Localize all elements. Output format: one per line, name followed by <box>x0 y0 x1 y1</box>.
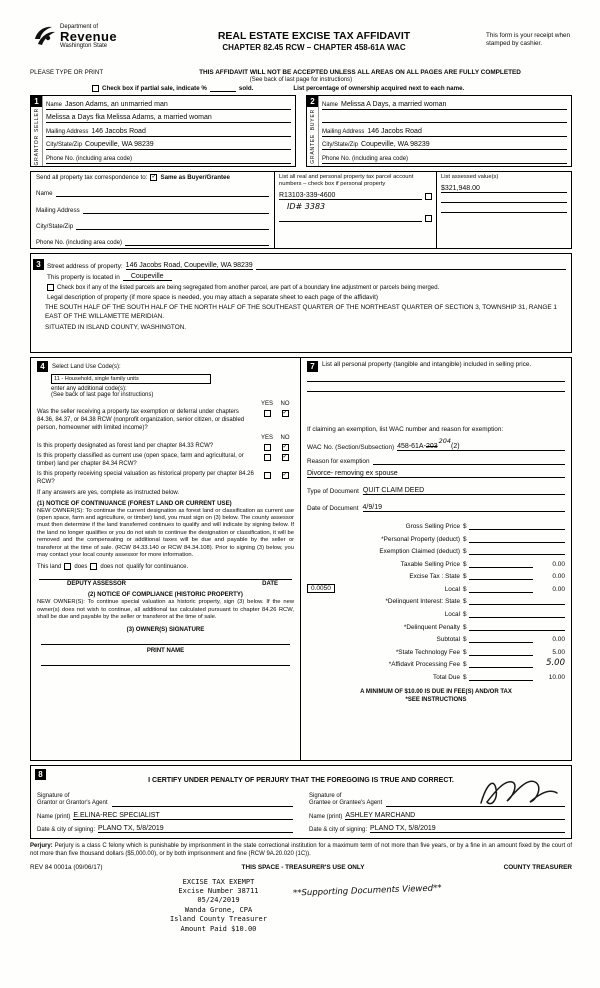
deferral-yes-checkbox[interactable] <box>264 410 271 417</box>
continuance-row: This land does does not qualify for continuance. <box>37 563 189 570</box>
see-back-note: (See back of last page for instructions) <box>249 77 353 83</box>
fee-row: *Delinquent Penalty $ <box>307 622 565 631</box>
grantee-signature-block: Signature of Grantee or Grantee's Agent Name (print) ASHLEY MARCHAND Date & city of signing: PLANO TX, 5/8/2019 <box>309 791 565 833</box>
parcel-id-handwritten: ID# 3383 <box>287 202 326 212</box>
located-in-label: This property is located in <box>47 274 120 281</box>
assessed-header: List assessed value(s) <box>441 174 499 180</box>
see-instructions: *SEE INSTRUCTIONS <box>405 697 467 704</box>
treasurer-space-label: THIS SPACE - TREASURER'S USE ONLY <box>241 863 365 871</box>
owners-signature-line[interactable] <box>41 633 290 645</box>
personal-property-checkbox-1[interactable] <box>425 193 432 200</box>
dept-prefix: Department of <box>60 24 99 30</box>
fee-row: Subtotal $ 0.00 <box>436 636 565 644</box>
partial-sale-checkbox[interactable] <box>92 85 99 92</box>
seller-mailing-field: Mailing Address 146 Jacobs Road <box>46 123 291 137</box>
section-7-badge: 7 <box>307 361 318 372</box>
land-use-see-back: (See back of last page for instructions) <box>51 392 154 398</box>
total-due-value: 10.00 <box>548 674 565 682</box>
fee-table <box>307 517 565 681</box>
located-in-value: Coupeville <box>123 273 172 281</box>
property-section <box>30 253 572 353</box>
seller-section <box>30 95 296 167</box>
parcel-row-2 <box>279 215 432 222</box>
parcel-number: R13103-339-4600 <box>279 192 422 200</box>
notice2-text: NEW OWNER(S): To continue special valuation as historic property, sign (3) below. If the new owner(s) does not wish to continue, all additional tax calculated pursuant to chapter 84.26 RCW, shall be due and payable by the seller or transferor at the time of sale. <box>37 599 294 621</box>
grantor-signature-block: Signature of Grantor or Grantor's Agent Name (print) E.ELINA-REC SPECIALIST Date & city of signing: PLANO TX, 5/8/2019 <box>37 791 293 833</box>
current-use-no-checkbox[interactable] <box>282 454 289 461</box>
land-use-code-select[interactable]: 11 - Household, single family units <box>51 374 211 384</box>
partial-sale-row <box>30 85 572 92</box>
situated-text: SITUATED IN ISLAND COUNTY, WASHINGTON. <box>45 324 187 332</box>
grantee-date-city: PLANO TX, 5/8/2019 <box>370 825 565 833</box>
minimum-note: A MINIMUM OF $10.00 IS DUE IN FEE(S) AND/OR TAX <box>360 689 512 696</box>
same-as-buyer-checkbox[interactable] <box>150 174 157 181</box>
seller-phone-field: Phone No. (including area code) <box>46 150 291 164</box>
fee-row-total: Total Due $ 10.00 <box>433 674 565 682</box>
dor-logo <box>32 24 117 49</box>
type-or-print-label: PLEASE TYPE OR PRINT <box>30 69 104 76</box>
county-treasurer-label: COUNTY TREASURER <box>503 863 572 871</box>
land-use-section: 4 Select Land Use Code(s): 11 - Household, single family units enter any additional code(s): (See back of last page for instructions) YES NO Was the seller receiving a property tax exemption or deferral under chapters 84.36, 84.37, or 84.38 RCW (nonprofit organization, senior citizen, or disabled person, homeowner with limited income)? ✓ YES NO Is this property designated as forest land per chapter 84.33 RCW? ✓ Is this property classified as current use (open space, farm and agricultural, or timber) land per chapter 84.34 RCW? ✓ Is this property receiving special valuation as historical property per chapter 84.26 RCW? ✓ If any answers are yes, complete as instructed below. (1) NOTICE OF CONTINUANCE (FOREST LAND OR CURRENT USE) NEW OWNER(S): To continue the current designation as forest land or classification as current use (open space, farm and agriculture, or timber) land, you must sign on (3) below. The county assessor must then determine if the land transferred continues to qualify and will indicate by signing below. If the land no longer qualifies or you do not wish to continue the designation or classification, it will be removed and the compensating or additional taxes will be due and payable by the seller or transferor at the time of sale. (RCW 84.33.140 or RCW 84.34.108). Prior to signing (3) below, you may contact your local county assessor for more information. This land does does not qualify for continuance. DEPUTY ASSESSOR DATE (2) NOTICE OF COMPLIANCE (HISTORIC PROPERTY) NEW OWNER(S): To continue special valuation as historic property, sign (3) below. If the new owner(s) does not wish to continue, all additional tax calculated pursuant to chapter 84.26 RCW, shall be due and payable by the seller or transferor at the time of sale. (3) OWNER(S) SIGNATURE PRINT NAME <box>31 358 301 760</box>
doc-date-label: Date of Document <box>307 505 359 513</box>
parcel-row-1 <box>279 192 432 200</box>
buyer-mailing-field: Mailing Address 146 Jacobs Road <box>322 123 567 137</box>
receipt-note: This form is your receipt when stamped by cashier. <box>486 32 570 47</box>
legal-description: THE SOUTH HALF OF THE SOUTH HALF OF THE NORTH HALF OF THE SOUTHEAST QUARTER OF THE NORTHEAST QUARTER OF SECTION 3, TOWNSHIP 31, RANGE 1 EAST OF THE WILLAMETTE MERIDIAN. <box>45 304 557 320</box>
correspondence-phone-field: Phone No. (including area code) <box>36 230 269 246</box>
certification-section <box>30 765 572 839</box>
grantee-printed-name: ASHLEY MARCHAND <box>345 812 565 820</box>
fee-row: Exemption Claimed (deduct) $ <box>307 546 565 555</box>
legal-description-label: Legal description of property (if more space is needed, you may attach a separate sheet to each page of the affidavit) <box>47 294 378 301</box>
sold-label: sold. <box>238 85 254 92</box>
wac-label: WAC No. (Section/Subsection) <box>307 444 395 452</box>
additional-codes-label: enter any additional code(s): <box>51 386 127 392</box>
owners-signature-label: (3) OWNER(S) SIGNATURE <box>126 625 205 633</box>
fee-row: *State Technology Fee $ 5.00 <box>395 648 565 656</box>
wac-struck-value: 203 <box>425 443 438 451</box>
parcel-header: List all real and personal property tax parcel account numbers – check box if personal property <box>279 174 414 188</box>
notice1-title: (1) NOTICE OF CONTINUANCE (FOREST LAND OR CURRENT USE) <box>37 499 232 507</box>
rev-number: REV 84 0001a (09/06/17) <box>30 863 103 871</box>
personal-property-section <box>301 358 571 760</box>
seller-role-label: SELLER GRANTOR <box>33 107 40 166</box>
reason-label: Reason for exemption <box>307 458 370 466</box>
personal-property-header: List all personal property (tangible and intangible) included in selling price. <box>322 361 532 368</box>
personal-property-line-1[interactable] <box>307 372 565 382</box>
personal-property-line-2[interactable] <box>307 382 565 392</box>
doc-type-label: Type of Document <box>307 488 359 496</box>
dor-swirl-icon <box>32 24 56 48</box>
fee-row: Gross Selling Price $ <box>307 521 565 530</box>
correspondence-mailing-field: Mailing Address <box>36 197 269 213</box>
correspondence-csz-field: City/State/Zip <box>36 214 269 230</box>
fee-row: *Personal Property (deduct) $ <box>307 534 565 543</box>
reason-value: Divorce- removing ex spouse <box>307 470 565 478</box>
print-name-line[interactable] <box>41 654 290 666</box>
if-yes-note: If any answers are yes, complete as instructed below. <box>37 489 180 496</box>
wac-number: 458-61A-203204(2) <box>397 442 565 451</box>
fee-row: Excise Tax : State $ 0.00 <box>409 573 565 581</box>
buyer-phone-field: Phone No. (including area code) <box>322 150 567 164</box>
grantor-date-city: PLANO TX, 5/8/2019 <box>98 825 293 833</box>
form-header <box>30 24 572 68</box>
historic-no-checkbox[interactable] <box>282 472 289 479</box>
land-use-select-label: Select Land Use Code(s): <box>52 363 121 370</box>
grantee-signature-line[interactable] <box>386 806 565 807</box>
segregated-checkbox[interactable] <box>47 284 54 291</box>
seller-name-value: Jason Adams, an unmarried man <box>65 100 168 108</box>
dept-sub: Washington State <box>60 43 108 49</box>
question-historic: Is this property receiving special valuation as historical property per chapter 84.26 RCW? ✓ <box>37 471 294 487</box>
current-use-yes-checkbox[interactable] <box>264 454 271 461</box>
question-forest: Is this property designated as forest land per chapter 84.33 RCW? ✓ <box>37 443 294 451</box>
street-address-value: 146 Jacobs Road, Coupeville, WA 98239 <box>125 262 253 269</box>
section-2-badge: 2 <box>307 96 318 107</box>
fee-row: Taxable Selling Price $ 0.00 <box>400 560 565 568</box>
deferral-no-checkbox[interactable] <box>282 410 289 417</box>
correspondence-section <box>30 171 572 249</box>
grantor-signature-line[interactable] <box>112 806 293 807</box>
seller-csz-field: City/State/Zip Coupeville, WA 98239 <box>46 137 291 151</box>
form-title: REAL ESTATE EXCISE TAX AFFIDAVIT <box>217 30 411 42</box>
notice2-title: (2) NOTICE OF COMPLIANCE (HISTORIC PROPERTY) <box>88 591 243 599</box>
certification-statement: I CERTIFY UNDER PENALTY OF PERJURY THAT THE FOREGOING IS TRUE AND CORRECT. <box>148 777 454 784</box>
section-1-badge: 1 <box>31 96 42 107</box>
treasurer-stamp: EXCISE TAX EXEMPT Excise Number 38711 05/24/2019 Wanda Grone, CPA Island County Treasurer Amount Paid $10.00 <box>170 877 267 933</box>
correspondence-name-field: Name <box>36 181 269 197</box>
buyer-name-field-2 <box>322 110 567 124</box>
partial-sale-label: Check box if partial sale, indicate % <box>102 85 207 92</box>
dept-name: Revenue <box>60 29 117 44</box>
doc-type-value: QUIT CLAIM DEED <box>363 487 565 495</box>
forest-no-checkbox[interactable] <box>282 444 289 451</box>
deputy-assessor-label: DEPUTY ASSESSOR <box>67 581 127 588</box>
seller-name-field: Name Jason Adams, an unmarried man <box>46 96 291 110</box>
buyer-role-label: BUYER GRANTEE <box>309 109 316 164</box>
wac-corrected-handwritten: 204 <box>438 437 452 446</box>
supporting-docs-note: **Supporting Documents Viewed** <box>292 883 442 899</box>
print-name-label: PRINT NAME <box>146 647 185 654</box>
seller-name-field-2 <box>46 110 291 124</box>
buyer-name-value: Melissa A Days, a married woman <box>341 100 447 108</box>
fee-row: Local $ <box>307 609 565 618</box>
does-not-checkbox[interactable] <box>90 563 97 570</box>
fee-row: *Delinquent Interest: State $ <box>307 596 565 605</box>
assessed-value: $321,948.00 <box>441 185 567 193</box>
section-4-badge: 4 <box>37 361 48 372</box>
grantor-printed-name: E.ELINA-REC SPECIALIST <box>73 812 293 820</box>
seller-name-value-2: Melissa a Days fka Melissa Adams, a married woman <box>46 114 212 122</box>
segregated-label: Check box if any of the listed parcels are being segregated from another parcel, are part of a boundary line adjustment or parcels being merged. <box>57 284 440 291</box>
notice1-text: NEW OWNER(S): To continue the current designation as forest land or classification as current use (open space, farm and agriculture, or timber) land, you must sign on (3) below. The county assessor must then determine if the land transferred continues to qualify and will indicate by signing below. If the land no longer qualifies or you do not wish to continue the designation or classification, it will be removed and the compensating or additional taxes will be due and payable by the seller or transferor at the time of sale. (RCW 84.33.140 or RCW 84.34.108). Prior to signing (3) below, you may contact your local county assessor for more information. <box>37 507 294 559</box>
partial-sale-percent-field[interactable] <box>210 91 236 92</box>
section-8-badge: 8 <box>35 769 46 780</box>
perjury-note: Perjury: Perjury is a class C felony which is punishable by imprisonment in the state correctional institution for a maximum term of not more than five years, or by a fine in an amount fixed by the court of not more than five thousand dollars ($5,000.00), or by both imprisonment and fine (RCW 9A.20.020 (1C)). <box>30 843 573 857</box>
form-chapter: CHAPTER 82.45 RCW – CHAPTER 458-61A WAC <box>222 43 406 52</box>
doc-date-value: 4/9/19 <box>363 504 565 512</box>
question-deferral: Was the seller receiving a property tax exemption or deferral under chapters 84.36, 84.37, or 84.38 RCW (nonprofit organization, senior citizen, or disabled person, homeowner with limited income)? ✓ <box>37 409 294 432</box>
exemption-intro: If claiming an exemption, list WAC number and reason for exemption: <box>307 426 504 433</box>
affidavit-fee-handwritten: 5.00 <box>546 658 565 669</box>
personal-property-checkbox-2[interactable] <box>425 215 432 222</box>
ownership-label: List percentage of ownership acquired next to each name. <box>293 85 465 92</box>
forest-yes-checkbox[interactable] <box>264 444 271 451</box>
buyer-csz-field: City/State/Zip Coupeville, WA 98239 <box>322 137 567 151</box>
section-3-badge: 3 <box>33 259 44 270</box>
historic-yes-checkbox[interactable] <box>264 472 271 479</box>
buyer-name-field: Name Melissa A Days, a married woman <box>322 96 567 110</box>
buyer-section <box>306 95 572 167</box>
send-correspondence-label: Send all property tax correspondence to: <box>36 174 148 181</box>
warning-line: THIS AFFIDAVIT WILL NOT BE ACCEPTED UNLESS ALL AREAS ON ALL PAGES ARE FULLY COMPLETED <box>199 69 521 76</box>
local-rate-box: 0.0050 <box>307 584 335 593</box>
same-as-buyer-label: Same as Buyer/Grantee <box>160 174 230 181</box>
date-label: DATE <box>262 581 278 588</box>
deputy-assessor-signature-line[interactable] <box>39 570 292 580</box>
does-checkbox[interactable] <box>64 563 71 570</box>
street-address-label: Street address of property: <box>47 263 123 270</box>
fee-row-local-rate: 0.0050 Local $ 0.00 <box>307 584 565 593</box>
question-current-use: Is this property classified as current use (open space, farm and agricultural, or timber) land per chapter 84.34 RCW? ✓ <box>37 453 294 469</box>
fee-row-affidavit: *Affidavit Processing Fee $ 5.00 <box>388 658 565 669</box>
